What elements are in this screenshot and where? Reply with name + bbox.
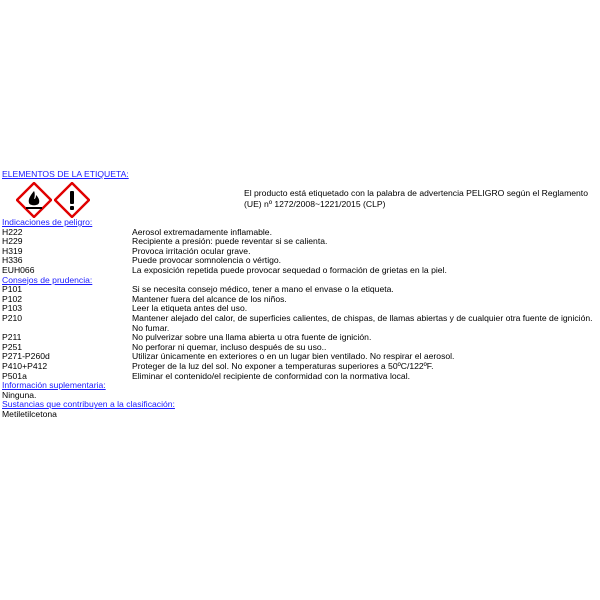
- ghs-pictograms: [16, 182, 90, 218]
- exclamation-mark-icon: [54, 182, 90, 218]
- precaution-code: P410+P412: [2, 360, 48, 371]
- precaution-row: [2, 285, 596, 295]
- hazard-row: [2, 247, 596, 257]
- precaution-code: P211: [2, 332, 22, 343]
- precaution-text: Mantener fuera del alcance de los niños.: [132, 293, 287, 304]
- hazard-code: EUH066: [2, 264, 35, 275]
- precaution-text: Si se necesita consejo médico, tener a mano el envase o la etiqueta.: [132, 284, 394, 295]
- label-header-row: [2, 170, 596, 218]
- contributing-substances-heading[interactable]: Sustancias que contribuyen a la clasificación:: [2, 399, 175, 410]
- precaution-code: P210: [2, 312, 23, 323]
- precaution-code: P501a: [2, 370, 27, 381]
- hazard-code: H336: [2, 255, 23, 266]
- label-elements-section: [2, 170, 596, 419]
- precautionary-statements-list: [2, 285, 596, 381]
- precautionary-statements-heading[interactable]: Consejos de prudencia:: [2, 274, 93, 285]
- precaution-code: P101: [2, 284, 23, 295]
- precaution-text: Eliminar el contenido/el recipiente de conformidad con la normativa local.: [132, 370, 411, 381]
- precaution-row: [2, 314, 596, 333]
- precaution-text: No perforar ni quemar, incluso después de su uso..: [132, 341, 327, 352]
- precaution-code: P102: [2, 293, 23, 304]
- precaution-text: Mantener alejado del calor, de superficies calientes, de chispas, de llamas abiertas y de cualquier otra fuente de ignición. No fumar.: [132, 312, 593, 333]
- hazard-statements-heading[interactable]: Indicaciones de peligro:: [2, 217, 93, 227]
- hazard-code: H229: [2, 236, 23, 247]
- flame-icon: [16, 182, 52, 218]
- hazard-text: Aerosol extremadamente inflamable.: [132, 226, 272, 237]
- precaution-text: No pulverizar sobre una llama abierta u otra fuente de ignición.: [132, 332, 372, 343]
- hazard-text: Provoca irritación ocular grave.: [132, 245, 251, 256]
- precaution-code: P271-P260d: [2, 351, 50, 362]
- precaution-text: Utilizar únicamente en exteriores o en un lugar bien ventilado. No respirar el aerosol.: [132, 351, 455, 362]
- contributing-substances-text: Metiletilcetona: [2, 408, 57, 419]
- hazard-text: Recipiente a presión: puede reventar si se calienta.: [132, 236, 328, 247]
- hazard-code: H319: [2, 245, 23, 256]
- precaution-text: Leer la etiqueta antes del uso.: [132, 303, 248, 314]
- hazard-text: La exposición repetida puede provocar sequedad o formación de grietas en la piel.: [132, 264, 447, 275]
- precaution-code: P251: [2, 341, 23, 352]
- hazard-text: Puede provocar somnolencia o vértigo.: [132, 255, 282, 266]
- hazard-row: [2, 237, 596, 247]
- supplementary-information-text: Ninguna.: [2, 389, 37, 400]
- label-elements-heading[interactable]: ELEMENTOS DE LA ETIQUETA:: [2, 169, 129, 179]
- hazard-code: H222: [2, 226, 23, 237]
- precaution-text: Proteger de la luz del sol. No exponer a temperaturas superiores a 50ºC/122ºF.: [132, 360, 434, 371]
- precaution-row: [2, 295, 596, 305]
- supplementary-information-heading[interactable]: Información suplementaria:: [2, 380, 106, 391]
- precaution-code: P103: [2, 303, 23, 314]
- hazard-statements-list: [2, 228, 596, 276]
- signal-word-statement: El producto está etiquetado con la palabra de advertencia PELIGRO según el Reglamento (UE) nº 1272/2008~1221/2015 (CLP): [244, 188, 588, 209]
